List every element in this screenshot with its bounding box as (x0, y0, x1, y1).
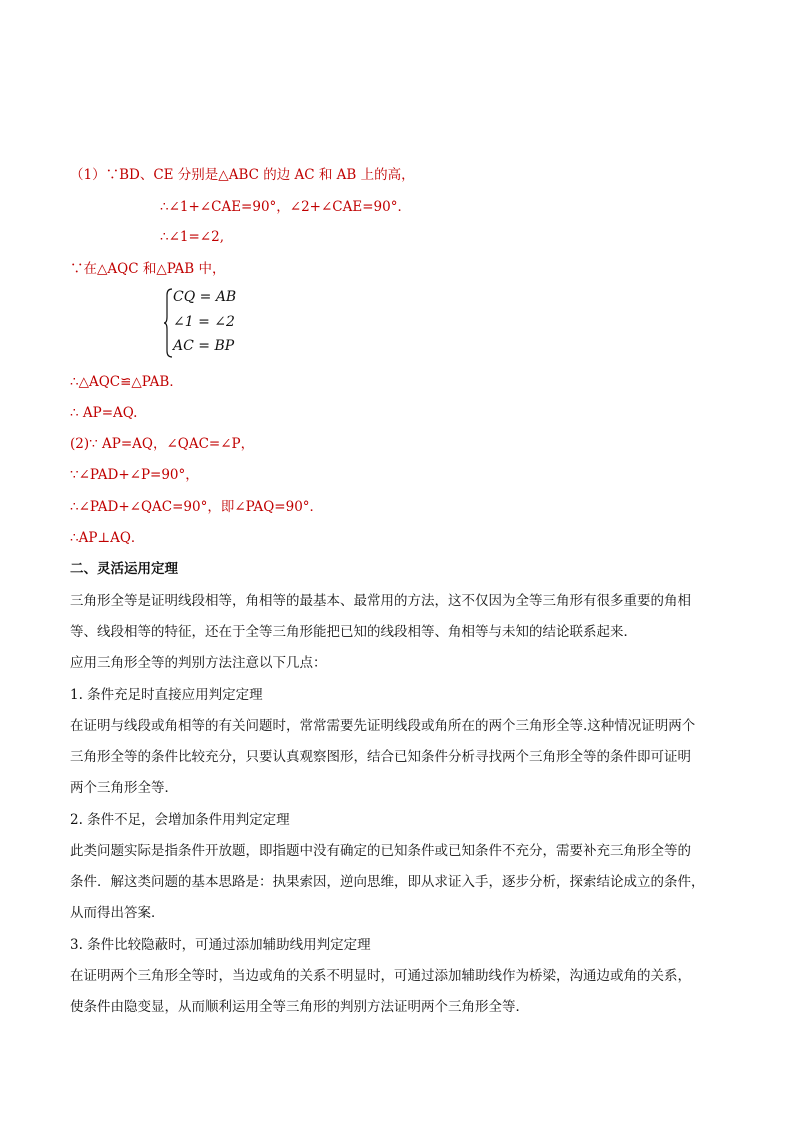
equation-row-1: CQ = AB (173, 289, 237, 305)
paragraph-line: 三角形全等的条件比较充分，只要认真观察图形，结合已知条件分析寻找两个三角形全等的条件即可证明 (70, 749, 691, 765)
proof-line-5: ∴△AQC≌△PAB． (70, 374, 183, 390)
paragraph-line: 两个三角形全等． (70, 780, 178, 796)
section-heading: 二、灵活运用定理 (70, 561, 178, 577)
paragraph-line: 等、线段相等的特征，还在于全等三角形能把已知的线段相等、角相等与未知的结论联系起来． (70, 624, 637, 640)
paragraph-line: 此类问题实际是指条件开放题，即指题中没有确定的已知条件或已知条件不充分，需要补充三角形全等的 (70, 843, 691, 859)
proof-line-1: （1）∵BD、CE 分别是△ABC 的边 AC 和 AB 上的高， (70, 167, 415, 183)
paragraph-line: 使条件由隐变显，从而顺利运用全等三角形的判别方法证明两个三角形全等． (70, 999, 529, 1015)
proof-line-8: ∵∠PAD+∠P=90°， (70, 467, 199, 483)
list-item-title: 1. 条件充足时直接应用判定定理 (70, 687, 263, 703)
proof-line-3: ∴∠1=∠2, (160, 229, 224, 245)
paragraph-line: 在证明两个三角形全等时，当边或角的关系不明显时，可通过添加辅助线作为桥梁，沟通边或角的关系， (70, 968, 691, 984)
list-item-title: 2. 条件不足，会增加条件用判定定理 (70, 812, 290, 828)
paragraph-line: 条件．解这类问题的基本思路是：执果索因，逆向思维，即从求证入手，逐步分析，探索结论成立的条件， (70, 874, 705, 890)
proof-line-9: ∴∠PAD+∠QAC=90°，即∠PAQ=90°． (70, 499, 324, 515)
proof-line-6: ∴ AP=AQ. (70, 405, 138, 421)
proof-line-10: ∴AP⊥AQ． (70, 530, 145, 546)
equation-system (163, 287, 283, 359)
paragraph-line: 三角形全等是证明线段相等，角相等的最基本、最常用的方法，这不仅因为全等三角形有很多重要的角相 (70, 593, 691, 609)
paragraph-line: 在证明与线段或角相等的有关问题时，常常需要先证明线段或角所在的两个三角形全等.这种情况证明两个 (70, 718, 696, 734)
proof-line-7: (2)∵ AP=AQ，∠QAC=∠P， (70, 436, 255, 452)
left-brace-icon (163, 287, 173, 359)
proof-line-2: ∴∠1+∠CAE=90°，∠2+∠CAE=90°． (160, 199, 411, 215)
proof-line-4: ∵在△AQC 和△PAB 中， (70, 261, 226, 277)
equation-row-3: AC = BP (173, 338, 235, 354)
paragraph-line: 应用三角形全等的判别方法注意以下几点： (70, 655, 327, 671)
equation-row-2: ∠1 = ∠2 (173, 314, 235, 330)
list-item-title: 3. 条件比较隐蔽时，可通过添加辅助线用判定定理 (70, 937, 371, 953)
paragraph-line: 从而得出答案． (70, 905, 165, 921)
